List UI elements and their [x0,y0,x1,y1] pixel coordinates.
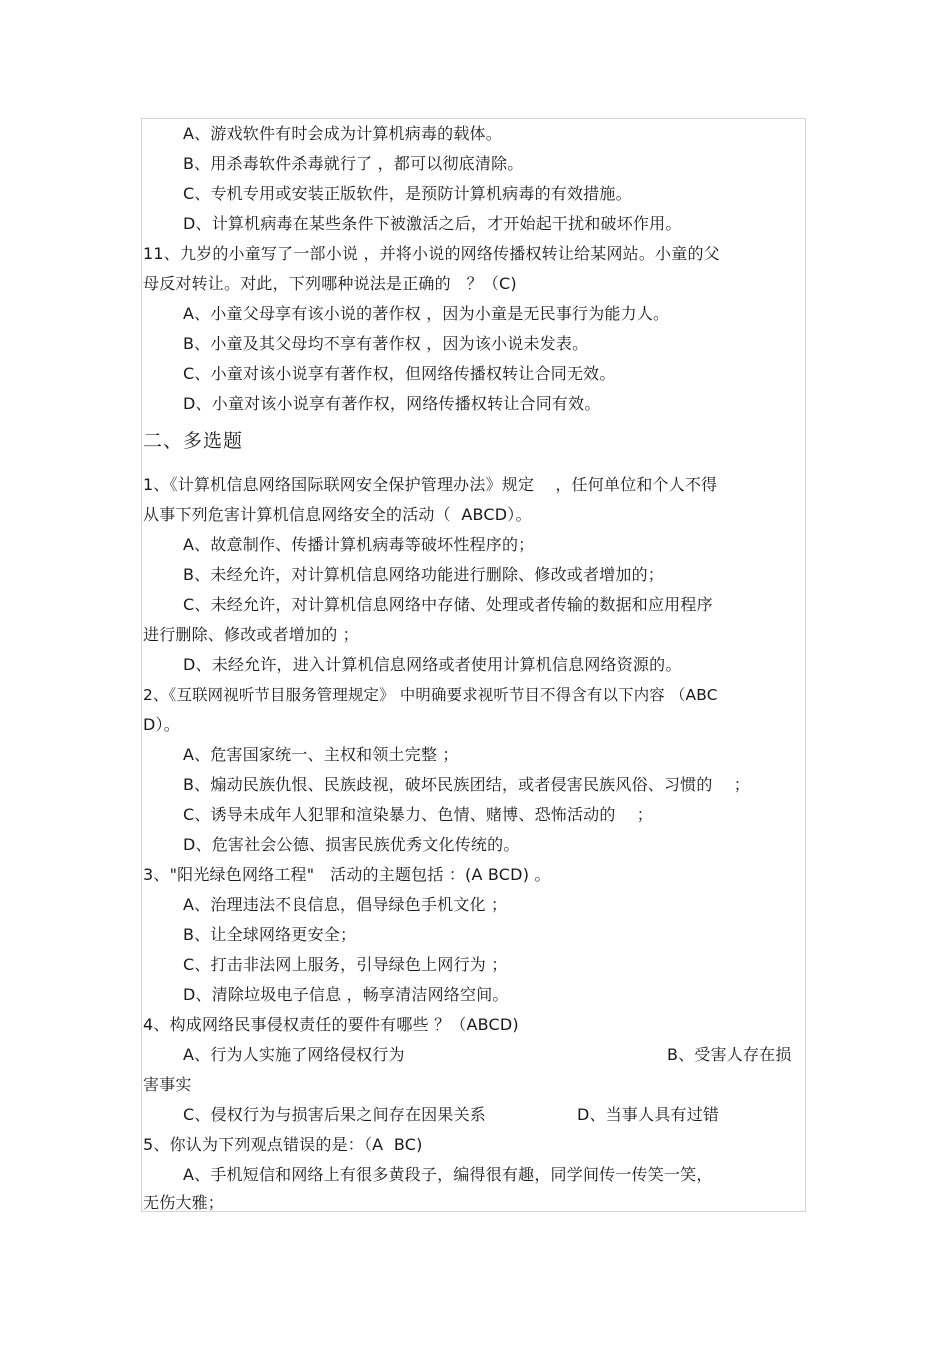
mq-5-option-a-line-1: A、手机短信和网络上有很多黄段子，编得很有趣，同学间传一传笑一笑， [183,1165,713,1184]
mq-2-line-1: 2、《互联网视听节目服务管理规定》 中明确要求视听节目不得含有以下内容 （ABC [143,686,718,704]
mq-3-option-c: C、打击非法网上服务，引导绿色上网行为 ； [183,955,508,974]
mq-1-line-1: 1、《计算机信息网络国际联网安全保护管理办法》规定 ，任何单位和个人不得 [143,475,718,494]
option-c-11: C、小童对该小说享有著作权，但网络传播权转让合同无效。 [183,364,616,383]
mq-1-option-b: B、未经允许，对计算机信息网络功能进行删除、修改或者增加的； [183,565,664,584]
question-11-line-2: 母反对转让。对此，下列哪种说法是正确的 ？（C) [143,274,517,293]
mq-4-line-1: 4、构成网络民事侵权责任的要件有哪些 ？（ABCD) [143,1015,519,1034]
mq-4-option-c: C、侵权行为与损害后果之间存在因果关系 [183,1105,486,1124]
mq-1-option-d: D、未经允许，进入计算机信息网络或者使用计算机信息网络资源的。 [183,655,682,674]
mq-3-line-1: 3、"阳光绿色网络工程" 活动的主题包括 ：(A BCD) 。 [143,865,551,884]
mq-4-option-a: A、行为人实施了网络侵权行为 [183,1045,405,1064]
mq-1-option-c-line-1: C、未经允许，对计算机信息网络中存储、处理或者传输的数据和应用程序 [183,595,713,614]
section-heading: 二、多选题 [143,430,244,452]
mq-5-option-a-line-2: 无伤大雅； [143,1193,225,1212]
mq-4-option-b-part-1: B、受害人存在损 [667,1045,792,1064]
option-c-10: C、专机专用或安装正版软件，是预防计算机病毒的有效措施。 [183,184,632,203]
mq-3-option-b: B、让全球网络更安全； [183,925,357,944]
option-d-10: D、计算机病毒在某些条件下被激活之后，才开始起干扰和破坏作用。 [183,214,682,233]
option-a-11: A、小童父母享有该小说的著作权 ，因为小童是无民事行为能力人。 [183,304,670,323]
mq-5-line-1: 5、你认为下列观点错误的是：（A BC) [143,1135,423,1154]
mq-3-option-a: A、治理违法不良信息，倡导绿色手机文化 ； [183,895,508,914]
question-11-line-1: 11、九岁的小童写了一部小说 ，并将小说的网络传播权转让给某网站。小童的父 [143,244,720,263]
option-b-11: B、小童及其父母均不享有著作权 ，因为该小说未发表。 [183,334,589,353]
mq-2-line-2: D）。 [143,715,180,734]
mq-1-option-c-line-2: 进行删除、修改或者增加的 ； [143,625,359,644]
mq-2-option-b: B、煽动民族仇恨、民族歧视，破坏民族团结，或者侵害民族风俗、习惯的 ； [183,775,750,794]
mq-4-option-d: D、当事人具有过错 [577,1105,720,1124]
mq-2-option-a: A、危害国家统一、主权和领土完整 ； [183,745,459,764]
mq-3-option-d: D、清除垃圾电子信息 ，畅享清洁网络空间。 [183,985,509,1004]
mq-1-line-2: 从事下列危害计算机信息网络安全的活动（ ABCD）。 [143,505,532,524]
option-a-10: A、游戏软件有时会成为计算机病毒的载体。 [183,124,502,143]
mq-4-option-b-part-2: 害事实 [143,1075,192,1094]
option-d-11: D、小童对该小说享有著作权，网络传播权转让合同有效。 [183,394,601,413]
option-b-10: B、用杀毒软件杀毒就行了 ，都可以彻底清除。 [183,154,524,173]
mq-2-option-d: D、危害社会公德、损害民族优秀文化传统的。 [183,835,520,854]
mq-1-option-a: A、故意制作、传播计算机病毒等破坏性程序的； [183,535,535,554]
mq-2-option-c: C、诱导未成年人犯罪和渲染暴力、色情、赌博、恐怖活动的 ； [183,805,653,824]
